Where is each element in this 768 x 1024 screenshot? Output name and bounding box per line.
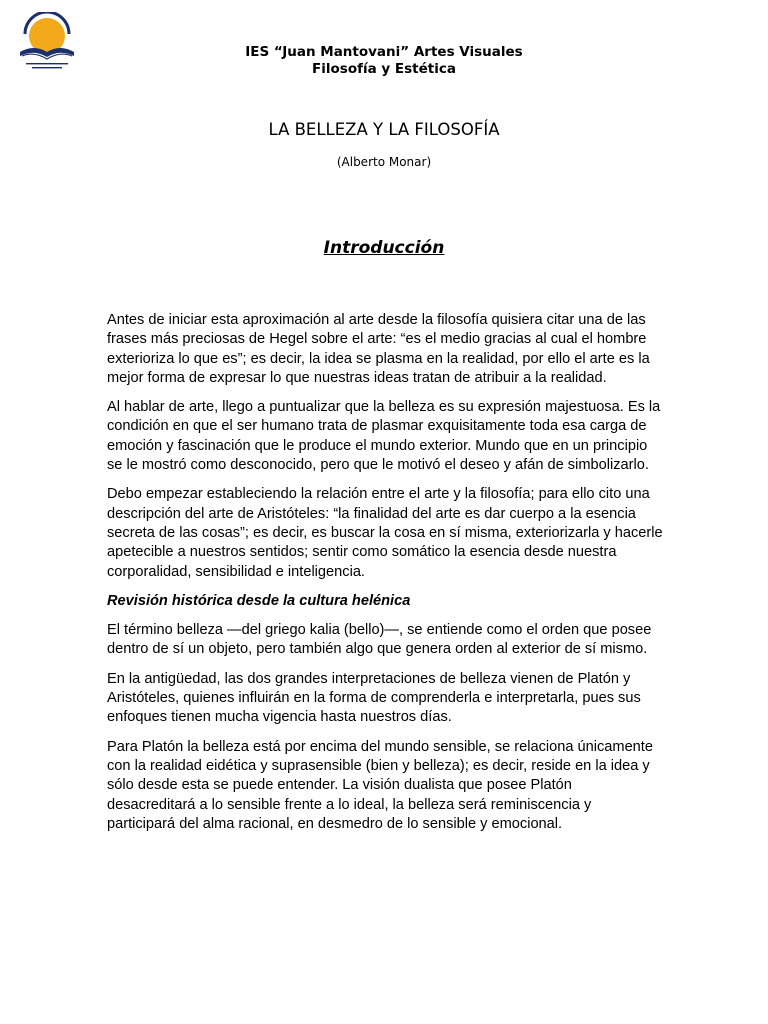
subsection-heading: Revisión histórica desde la cultura helénica	[107, 592, 411, 609]
body-paragraph: Al hablar de arte, llego a puntualizar que la belleza es su expresión majestuosa. Es la condición en que el ser humano trata de plasmar exquisitamente toda esa carga de emoción y fascinación que le produce el mundo exterior. Mundo que en un principio se le mostró como desconocido, pero que le motivó el deseo y afán de simbolizarlo.	[107, 399, 661, 474]
body-paragraph: En la antigüedad, las dos grandes interpretaciones de belleza vienen de Platón y Aristóteles, quienes influirán en la forma de comprenderla e interpretarla, pues sus enfoques tienen mucha vigencia hasta nuestros días.	[107, 670, 641, 726]
document-body	[107, 311, 663, 844]
body-paragraph: Debo empezar estableciendo la relación entre el arte y la filosofía; para ello cito una descripción del arte de Aristóteles: “la finalidad del arte es dar cuerpo a la esencia secreta de las cosas”; es decir, es buscar la cosa en sí misma, exteriorizarla y hacerle apetecible a nuestros sentidos; sentir como somático la esencia desde nuestra corporalidad, sensibilidad e inteligencia.	[107, 486, 663, 580]
document-author: (Alberto Monar)	[336, 155, 432, 169]
body-paragraph: Para Platón la belleza está por encima del mundo sensible, se relaciona únicamente con la realidad eidética y suprasensible (bien y belleza); es decir, reside en la idea y sólo desde esta se puede entender. La visión dualista que posee Platón desacreditará a lo sensible frente a lo ideal, la belleza será reminiscencia y participará del alma racional, en desmedro de lo sensible y emocional.	[107, 738, 653, 832]
body-paragraph: Antes de iniciar esta aproximación al arte desde la filosofía quisiera citar una de las frases más preciosas de Hegel sobre el arte: “es el medio gracias al cual el hombre exterioriza lo que es”; es decir, la idea se plasma en la realidad, por ello el arte es la mejor forma de expresar lo que nuestras ideas tratan de atribuir a la realidad.	[107, 312, 650, 386]
document-title: LA BELLEZA Y LA FILOSOFÍA	[268, 120, 500, 139]
section-heading-introduccion: Introducción	[323, 238, 445, 258]
document-header	[0, 44, 768, 78]
header-institution: IES “Juan Mantovani” Artes Visuales	[245, 44, 523, 60]
header-course: Filosofía y Estética	[312, 61, 456, 77]
body-paragraph: El término belleza —del griego kalia (bello)—, se entiende como el orden que posee dentro de sí un objeto, pero también algo que genera orden al exterior de sí mismo.	[107, 622, 652, 658]
